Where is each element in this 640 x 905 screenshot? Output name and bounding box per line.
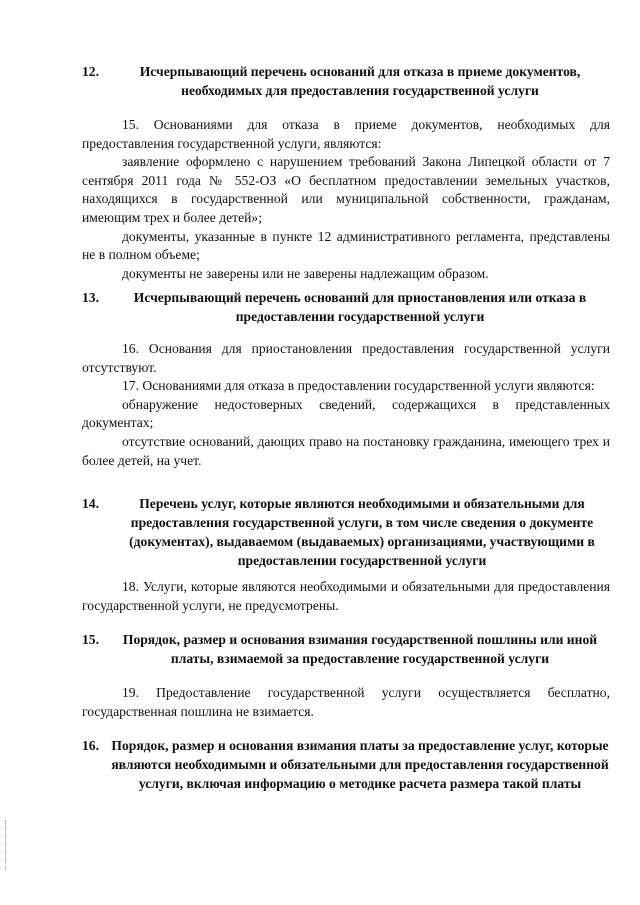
section-15-body <box>82 684 610 721</box>
paragraph: документы не заверены или не заверены надлежащим образом. <box>122 265 489 281</box>
paragraph: заявление оформлено с нарушением требований Закона Липецкой области от 7 сентября 2011 года № 552-ОЗ «О бесплатном предоставлении земельных участков, находящихся в государственной или муниципальной собственности, гражданам, имеющим трех и более детей»; <box>82 154 610 225</box>
paragraph: обнаружение недостоверных сведений, содержащихся в представленных документах; <box>82 396 610 431</box>
section-13-heading <box>82 288 612 326</box>
section-title: Исчерпывающий перечень оснований для приостановления или отказа в предоставлении государственной услуги <box>133 290 587 324</box>
section-12-body <box>82 116 610 283</box>
section-number: 12. <box>82 64 99 79</box>
section-16-heading <box>82 736 612 793</box>
section-14-heading <box>82 494 612 570</box>
paragraph: 19. Предоставление государственной услуги осуществляется бесплатно, государственная пошлина не взимается. <box>82 685 610 719</box>
section-title: Перечень услуг, которые являются необходимыми и обязательными для предоставления государственной услуги, в том числе сведения о документе (документах), выдаваемом (выдаваемых) организациями, участвующими в предоставлении государственной услуги <box>129 496 595 568</box>
paragraph: 16. Основания для приостановления предоставления государственной услуги отсутствуют. <box>82 341 610 375</box>
section-number: 13. <box>82 290 99 305</box>
paragraph: документы, указанные в пункте 12 административного регламента, представлены не в полном объеме; <box>82 228 610 263</box>
section-14-body <box>82 578 610 615</box>
paragraph: 15. Основаниями для отказа в приеме документов, необходимых для предоставления государственной услуги, являются: <box>82 117 610 151</box>
section-title: Порядок, размер и основания взимания государственной пошлины или иной платы, взимаемой за предоставление государственной услуги <box>122 632 598 666</box>
paragraph: 18. Услуги, которые являются необходимыми и обязательными для предоставления государственной услуги, не предусмотрены. <box>82 579 610 613</box>
paragraph: отсутствие оснований, дающих право на постановку гражданина, имеющего трех и более детей, на учет. <box>82 433 610 468</box>
section-number: 15. <box>82 632 99 647</box>
section-13-body <box>82 340 610 470</box>
section-title: Исчерпывающий перечень оснований для отказа в приеме документов, необходимых для предоставления государственной услуги <box>139 64 581 98</box>
section-number: 16. <box>82 738 99 753</box>
section-number: 14. <box>82 496 99 511</box>
scan-margin-artifact <box>5 820 8 870</box>
paragraph: 17. Основаниями для отказа в предоставлении государственной услуги являются: <box>122 378 595 394</box>
section-12-heading <box>82 62 612 100</box>
section-15-heading <box>82 630 612 668</box>
section-title: Порядок, размер и основания взимания платы за предоставление услуг, которые являются необходимыми и обязательными для предоставления государственной услуги, включая информацию о методике расчета размера такой платы <box>111 738 609 791</box>
